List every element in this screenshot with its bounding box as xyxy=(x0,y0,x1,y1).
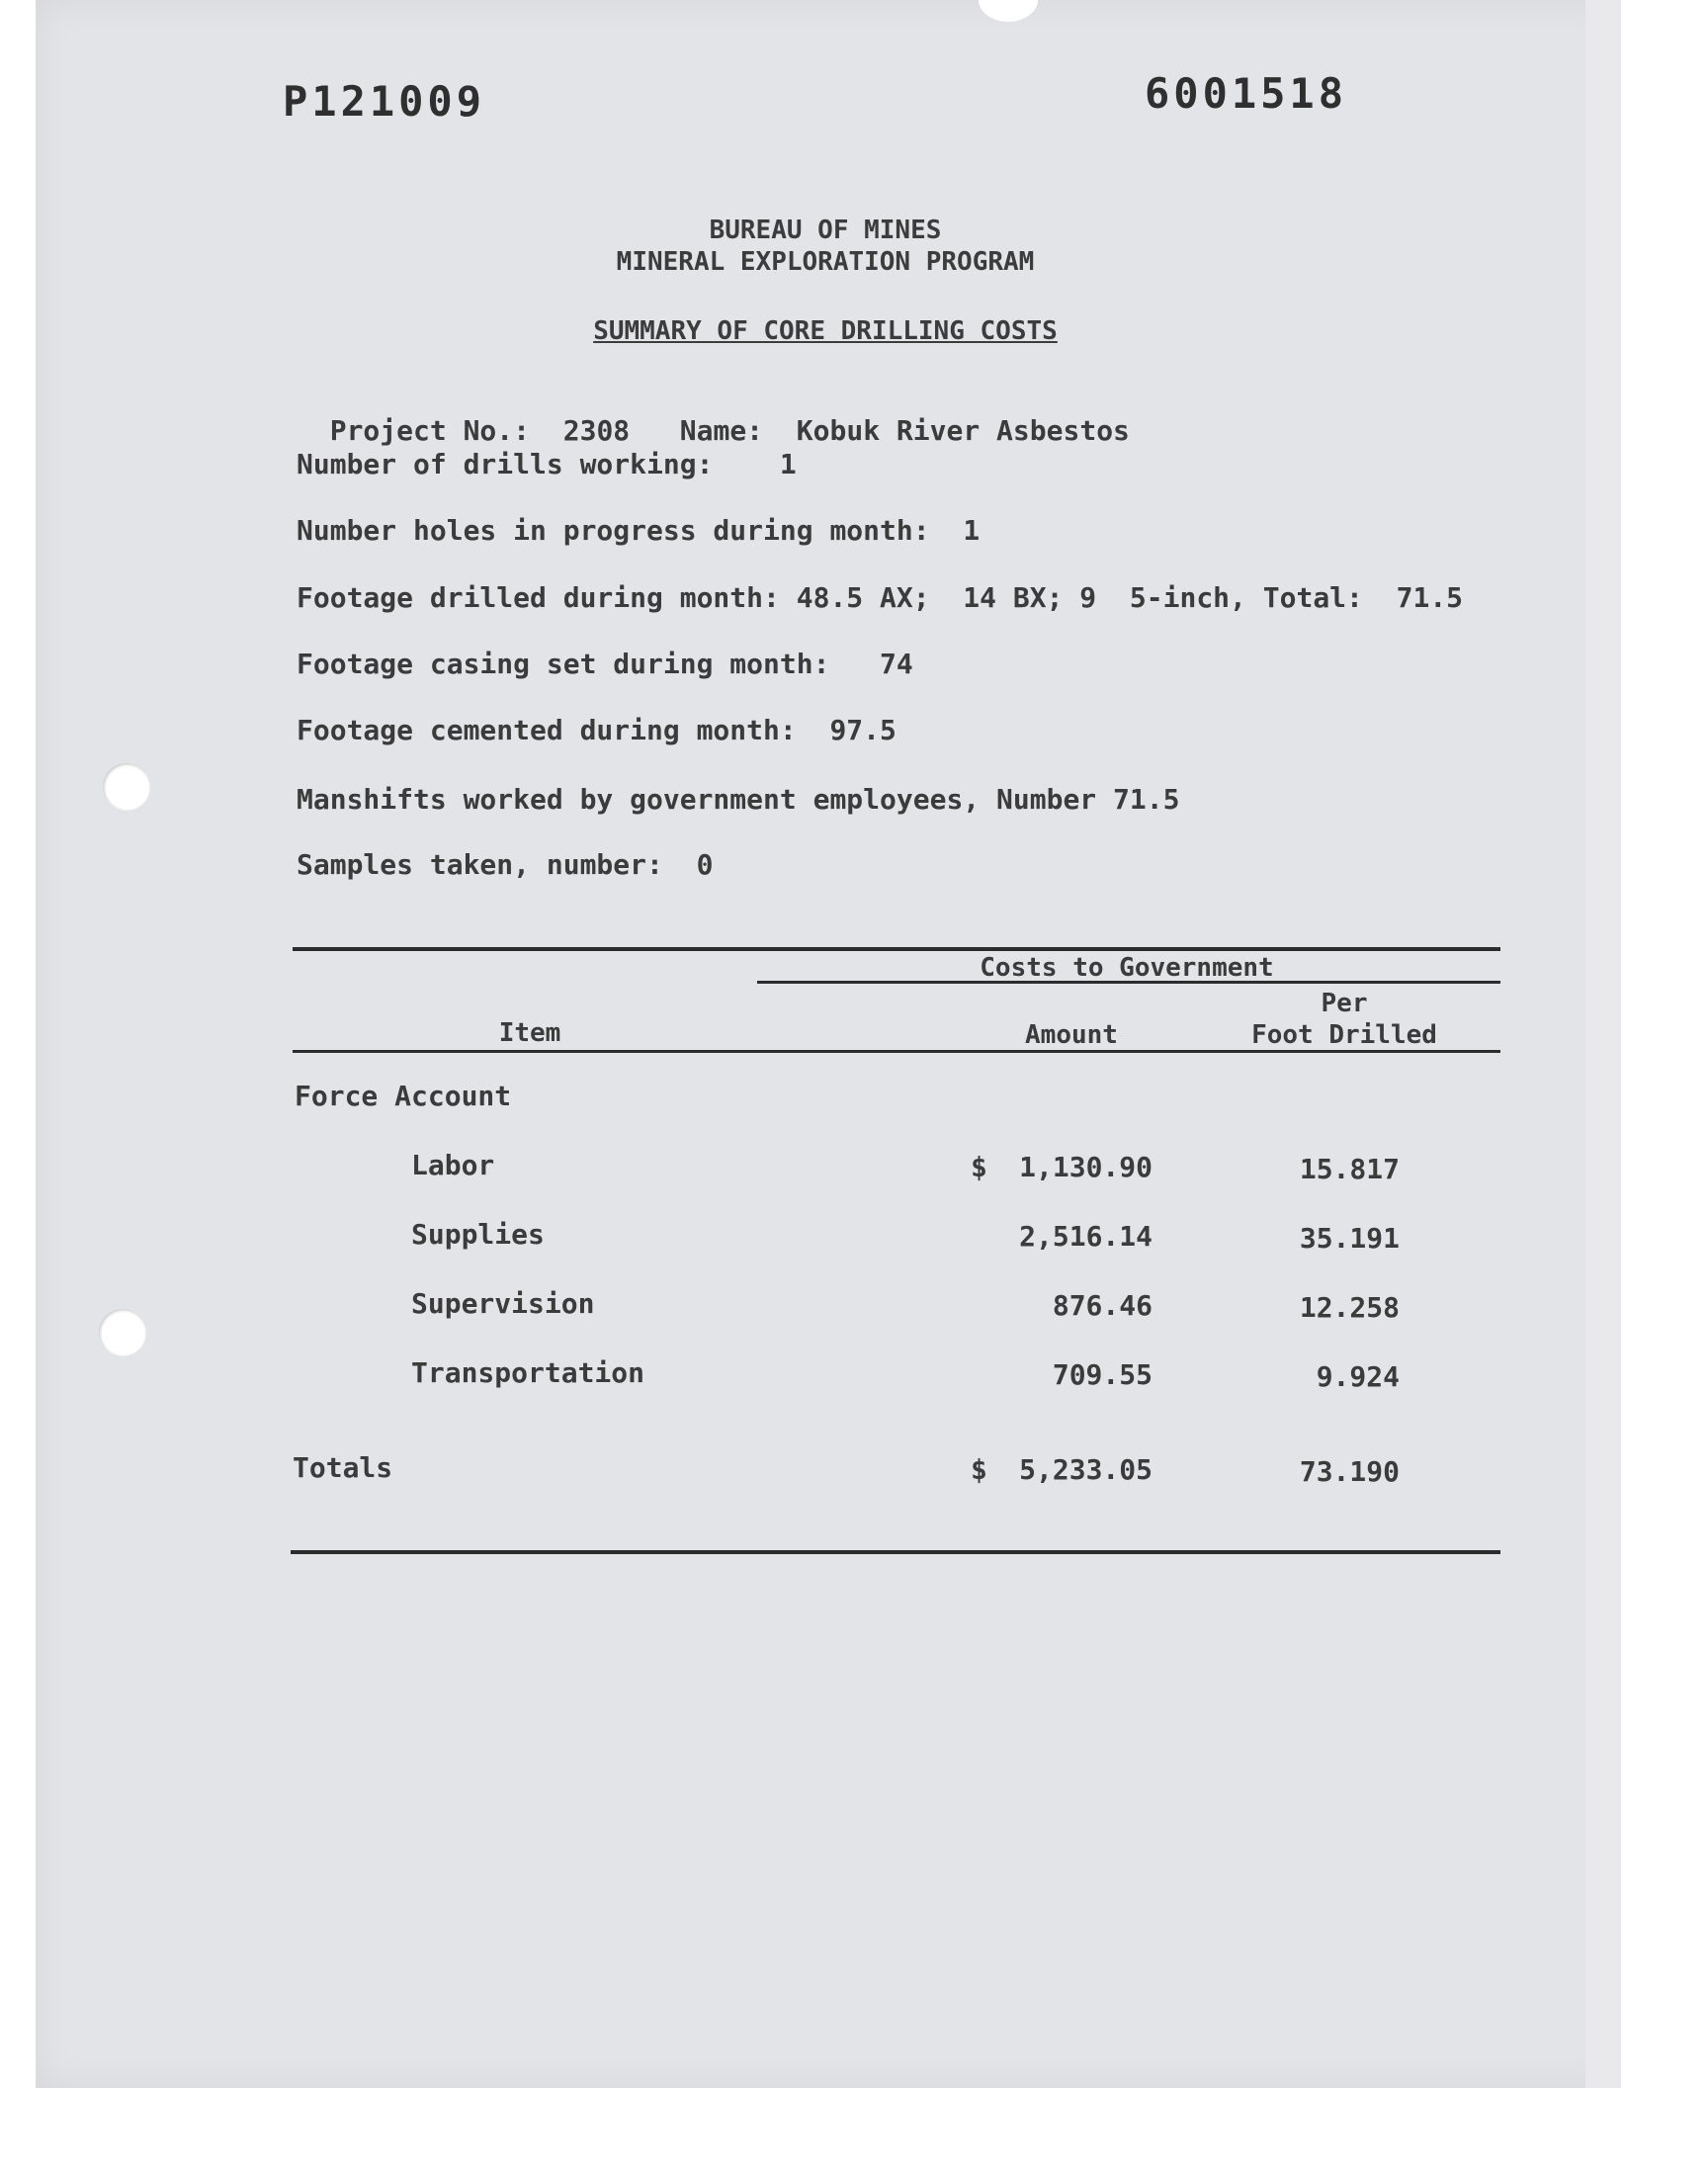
field-value: 1 xyxy=(779,448,797,480)
document-title: SUMMARY OF CORE DRILLING COSTS xyxy=(593,316,1058,346)
totals-label: Totals xyxy=(293,1451,393,1484)
field-label: Footage cemented during month: xyxy=(297,714,797,746)
group-header-costs: Costs to Government xyxy=(980,953,1274,983)
agency-heading: BUREAU OF MINES xyxy=(709,216,942,245)
row-currency: $ xyxy=(971,1151,987,1183)
field-label: Samples taken, number: xyxy=(297,848,663,881)
punch-hole-top xyxy=(103,763,150,811)
totals-per-foot: 73.190 xyxy=(1299,1455,1400,1488)
totals-amount: 5,233.05 xyxy=(1019,1453,1153,1486)
row-amount: 709.55 xyxy=(1052,1358,1153,1391)
header-bottom-rule xyxy=(293,1050,1500,1053)
field-samples xyxy=(297,848,713,881)
row-amount: 2,516.14 xyxy=(1019,1220,1153,1253)
program-heading: MINERAL EXPLORATION PROGRAM xyxy=(616,247,1035,277)
row-amount: 876.46 xyxy=(1052,1289,1153,1322)
field-footage-drilled xyxy=(297,581,1463,614)
project-number-label: Project No.: xyxy=(329,414,531,447)
row-item: Supplies xyxy=(411,1218,545,1251)
row-item: Labor xyxy=(411,1149,495,1181)
col-header-amount: Amount xyxy=(1025,1020,1118,1050)
row-item: Transportation xyxy=(411,1356,645,1389)
field-label: Footage casing set during month: xyxy=(297,648,830,680)
group-header-rule xyxy=(757,981,1500,984)
project-name-label: Name: xyxy=(679,414,764,447)
field-cemented xyxy=(297,714,897,746)
row-per-foot: 15.817 xyxy=(1299,1153,1400,1185)
field-value: 0 xyxy=(696,848,714,881)
col-header-per-foot-line2: Foot Drilled xyxy=(1251,1020,1437,1050)
field-label: Manshifts worked by government employees, Number xyxy=(297,783,1097,816)
field-value: 74 xyxy=(880,648,913,680)
field-value: 97.5 xyxy=(829,714,897,746)
row-per-foot: 9.924 xyxy=(1316,1360,1400,1393)
project-number: 2308 xyxy=(562,414,631,447)
field-holes-in-progress xyxy=(297,514,980,547)
col-header-per-line1: Per xyxy=(1321,989,1368,1018)
stamp-number-right: 6001518 xyxy=(1145,69,1348,118)
project-name: Kobuk River Asbestos xyxy=(796,414,1130,447)
section-force-account: Force Account xyxy=(295,1080,512,1112)
row-item: Supervision xyxy=(411,1287,595,1320)
table-bottom-rule xyxy=(291,1550,1500,1554)
punch-hole-bottom xyxy=(99,1309,146,1356)
totals-currency: $ xyxy=(971,1453,987,1486)
page-edge xyxy=(1585,0,1621,2088)
field-value: 71.5 xyxy=(1113,783,1180,816)
field-label: Number of drills working: xyxy=(297,448,714,480)
project-line xyxy=(297,382,1130,447)
field-label: Number holes in progress during month: xyxy=(297,514,930,547)
field-casing-set xyxy=(297,648,913,680)
field-label: Footage drilled during month: xyxy=(297,581,780,614)
row-per-foot: 12.258 xyxy=(1299,1291,1400,1324)
field-value: 1 xyxy=(963,514,981,547)
row-per-foot: 35.191 xyxy=(1299,1222,1400,1255)
field-drills-working xyxy=(297,448,797,480)
field-manshifts xyxy=(297,783,1179,816)
col-header-item: Item xyxy=(498,1018,561,1048)
table-top-rule xyxy=(293,947,1500,951)
row-amount: 1,130.90 xyxy=(1019,1151,1153,1183)
stamp-number-left: P121009 xyxy=(283,77,486,126)
field-value: 48.5 AX; 14 BX; 9 5-inch, Total: 71.5 xyxy=(796,581,1464,614)
